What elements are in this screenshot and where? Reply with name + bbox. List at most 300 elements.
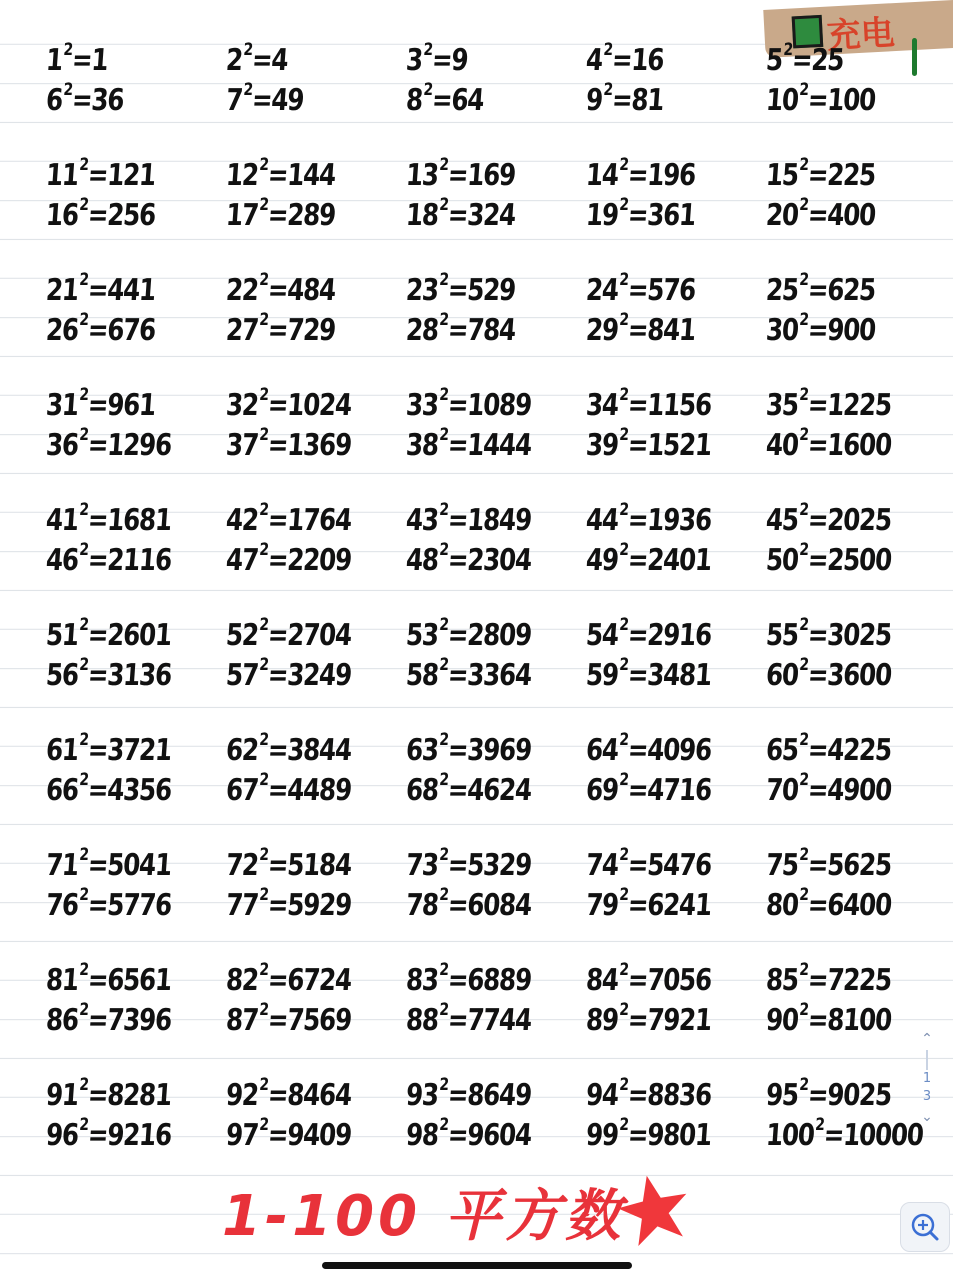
square-value: 9 — [450, 42, 469, 78]
square-value: 6084 — [466, 887, 533, 923]
square-exponent: 2 — [258, 499, 269, 520]
square-entry — [747, 1074, 897, 1113]
square-exponent: 2 — [78, 729, 89, 750]
square-base: 78 — [404, 887, 440, 923]
equals-sign: = — [430, 82, 453, 118]
square-base: 48 — [404, 542, 440, 578]
square-value: 729 — [286, 312, 337, 348]
equals-sign: = — [446, 1077, 469, 1113]
square-base: 28 — [404, 312, 440, 348]
square-exponent: 2 — [618, 654, 629, 675]
square-entry — [207, 194, 357, 233]
square-exponent: 2 — [438, 154, 449, 175]
square-base: 59 — [584, 657, 620, 693]
square-value: 576 — [646, 272, 697, 308]
chevron-up-icon[interactable]: ⌃ — [921, 1031, 933, 1047]
square-base: 83 — [404, 962, 440, 998]
square-exponent: 2 — [618, 959, 629, 980]
square-exponent: 2 — [78, 539, 89, 560]
square-base: 77 — [224, 887, 260, 923]
square-base: 91 — [44, 1077, 80, 1113]
square-value: 784 — [466, 312, 517, 348]
square-base: 35 — [764, 387, 800, 423]
square-entry — [387, 959, 537, 998]
equals-sign: = — [790, 42, 813, 78]
square-base: 30 — [764, 312, 800, 348]
square-exponent: 2 — [798, 269, 809, 290]
square-exponent: 2 — [798, 154, 809, 175]
square-value: 6561 — [106, 962, 173, 998]
equals-sign: = — [446, 732, 469, 768]
square-exponent: 2 — [258, 654, 269, 675]
square-entry — [747, 1114, 924, 1153]
square-entry — [387, 999, 537, 1038]
square-exponent: 2 — [78, 194, 89, 215]
square-base: 67 — [224, 772, 260, 808]
equals-sign: = — [446, 272, 469, 308]
equals-sign: = — [86, 197, 109, 233]
square-entry — [27, 654, 177, 693]
square-base: 86 — [44, 1002, 80, 1038]
square-entry — [567, 499, 717, 538]
equals-sign: = — [626, 1117, 649, 1153]
square-exponent: 2 — [798, 729, 809, 750]
square-value: 36 — [90, 82, 125, 118]
square-entry — [747, 844, 897, 883]
square-entry — [747, 309, 897, 348]
zoom-in-button[interactable] — [900, 1202, 950, 1252]
square-value: 3025 — [826, 617, 893, 653]
square-entry — [747, 269, 897, 308]
square-base: 17 — [224, 197, 260, 233]
equals-sign: = — [446, 157, 469, 193]
square-exponent: 2 — [618, 769, 629, 790]
square-base: 87 — [224, 1002, 260, 1038]
square-entry — [207, 959, 357, 998]
equals-sign: = — [86, 542, 109, 578]
square-value: 2116 — [106, 542, 173, 578]
square-base: 96 — [44, 1117, 80, 1153]
square-value: 1600 — [826, 427, 893, 463]
square-exponent: 2 — [422, 79, 433, 100]
equals-sign: = — [446, 1002, 469, 1038]
square-row — [28, 540, 950, 580]
square-entry — [567, 539, 717, 578]
square-base: 56 — [44, 657, 80, 693]
equals-sign: = — [626, 732, 649, 768]
square-base: 11 — [44, 157, 80, 193]
square-exponent: 2 — [258, 769, 269, 790]
square-base: 10 — [764, 82, 800, 118]
square-base: 71 — [44, 847, 80, 883]
square-value: 3481 — [646, 657, 713, 693]
square-value: 2601 — [106, 617, 173, 653]
square-exponent: 2 — [798, 424, 809, 445]
square-exponent: 2 — [258, 309, 269, 330]
square-base: 8 — [404, 82, 424, 118]
square-value: 324 — [466, 197, 517, 233]
square-value: 1444 — [466, 427, 533, 463]
square-exponent: 2 — [258, 424, 269, 445]
square-value: 4900 — [826, 772, 893, 808]
square-base: 68 — [404, 772, 440, 808]
square-entry — [747, 424, 897, 463]
equals-sign: = — [266, 657, 289, 693]
square-base: 44 — [584, 502, 620, 538]
square-entry — [747, 654, 897, 693]
equals-sign: = — [446, 772, 469, 808]
equals-sign: = — [430, 42, 453, 78]
square-exponent: 2 — [258, 999, 269, 1020]
equals-sign: = — [86, 962, 109, 998]
square-exponent: 2 — [78, 154, 89, 175]
square-base: 45 — [764, 502, 800, 538]
square-exponent: 2 — [618, 539, 629, 560]
square-block — [28, 960, 950, 1075]
square-row — [28, 40, 950, 80]
equals-sign: = — [806, 962, 829, 998]
star-icon — [616, 1172, 692, 1248]
equals-sign: = — [86, 427, 109, 463]
square-entry — [387, 39, 537, 78]
square-value: 1521 — [646, 427, 713, 463]
square-exponent: 2 — [618, 309, 629, 330]
chevron-down-icon[interactable]: ⌄ — [921, 1109, 933, 1125]
square-base: 61 — [44, 732, 80, 768]
square-base: 33 — [404, 387, 440, 423]
equals-sign: = — [86, 1077, 109, 1113]
square-block — [28, 500, 950, 615]
square-entry — [567, 154, 717, 193]
square-value: 1764 — [286, 502, 353, 538]
equals-sign: = — [446, 617, 469, 653]
square-entry — [27, 194, 177, 233]
square-entry — [27, 499, 177, 538]
square-exponent: 2 — [618, 614, 629, 635]
square-exponent: 2 — [438, 614, 449, 635]
square-base: 95 — [764, 1077, 800, 1113]
square-value: 5041 — [106, 847, 173, 883]
square-entry — [27, 384, 177, 423]
square-exponent: 2 — [798, 309, 809, 330]
square-exponent: 2 — [618, 499, 629, 520]
square-value: 2401 — [646, 542, 713, 578]
square-base: 4 — [584, 42, 604, 78]
square-base: 98 — [404, 1117, 440, 1153]
equals-sign: = — [446, 502, 469, 538]
square-row — [28, 655, 950, 695]
squares-table — [28, 40, 950, 1190]
square-exponent: 2 — [798, 499, 809, 520]
square-value: 441 — [106, 272, 157, 308]
square-base: 37 — [224, 427, 260, 463]
square-exponent: 2 — [798, 884, 809, 905]
square-entry — [207, 269, 357, 308]
square-base: 27 — [224, 312, 260, 348]
square-entry — [387, 309, 537, 348]
square-value: 4716 — [646, 772, 713, 808]
square-exponent: 2 — [78, 499, 89, 520]
square-entry — [387, 79, 537, 118]
square-entry — [747, 729, 897, 768]
square-block — [28, 40, 950, 155]
square-base: 50 — [764, 542, 800, 578]
square-value: 25 — [810, 42, 845, 78]
page-total: 3 — [922, 1089, 932, 1104]
square-value: 9216 — [106, 1117, 173, 1153]
square-entry — [207, 384, 357, 423]
square-base: 32 — [224, 387, 260, 423]
equals-sign: = — [806, 502, 829, 538]
square-exponent: 2 — [438, 309, 449, 330]
home-indicator[interactable] — [322, 1262, 632, 1269]
square-entry — [747, 614, 897, 653]
square-base: 72 — [224, 847, 260, 883]
equals-sign: = — [70, 42, 93, 78]
equals-sign: = — [446, 542, 469, 578]
square-value: 6889 — [466, 962, 533, 998]
square-entry — [27, 884, 177, 923]
square-row — [28, 270, 950, 310]
square-base: 85 — [764, 962, 800, 998]
square-entry — [387, 844, 537, 883]
square-entry — [27, 729, 177, 768]
equals-sign: = — [626, 887, 649, 923]
square-value: 6400 — [826, 887, 893, 923]
square-row — [28, 80, 950, 120]
square-value: 4356 — [106, 772, 173, 808]
square-value: 961 — [106, 387, 157, 423]
square-row — [28, 1115, 950, 1155]
square-entry — [207, 539, 357, 578]
square-value: 6241 — [646, 887, 713, 923]
square-base: 21 — [44, 272, 80, 308]
square-exponent: 2 — [438, 1074, 449, 1095]
square-entry — [567, 999, 717, 1038]
square-value: 2304 — [466, 542, 533, 578]
square-value: 5776 — [106, 887, 173, 923]
square-entry — [387, 194, 537, 233]
square-entry — [207, 729, 357, 768]
square-value: 3249 — [286, 657, 353, 693]
square-exponent: 2 — [798, 614, 809, 635]
equals-sign: = — [806, 657, 829, 693]
square-value: 7225 — [826, 962, 893, 998]
square-base: 47 — [224, 542, 260, 578]
square-entry — [387, 384, 537, 423]
square-entry — [207, 844, 357, 883]
equals-sign: = — [266, 387, 289, 423]
sticker-text: 充电 — [825, 13, 896, 57]
square-entry — [567, 424, 717, 463]
square-exponent: 2 — [798, 539, 809, 560]
equals-sign: = — [266, 427, 289, 463]
square-exponent: 2 — [78, 959, 89, 980]
square-base: 18 — [404, 197, 440, 233]
equals-sign: = — [86, 387, 109, 423]
square-row — [28, 310, 950, 350]
square-exponent: 2 — [618, 884, 629, 905]
square-base: 5 — [764, 42, 784, 78]
square-entry — [567, 844, 717, 883]
square-row — [28, 500, 950, 540]
square-base: 97 — [224, 1117, 260, 1153]
page-current: 1 — [922, 1071, 932, 1086]
square-value: 900 — [826, 312, 877, 348]
equals-sign: = — [626, 1077, 649, 1113]
square-base: 89 — [584, 1002, 620, 1038]
equals-sign: = — [626, 272, 649, 308]
square-exponent: 2 — [438, 884, 449, 905]
square-exponent: 2 — [798, 654, 809, 675]
square-exponent: 2 — [798, 194, 809, 215]
square-base: 65 — [764, 732, 800, 768]
square-base: 38 — [404, 427, 440, 463]
square-entry — [567, 614, 717, 653]
square-value: 8464 — [286, 1077, 353, 1113]
square-base: 75 — [764, 847, 800, 883]
square-base: 40 — [764, 427, 800, 463]
square-entry — [747, 194, 897, 233]
square-base: 73 — [404, 847, 440, 883]
equals-sign: = — [806, 732, 829, 768]
equals-sign: = — [446, 657, 469, 693]
square-exponent: 2 — [258, 844, 269, 865]
square-base: 92 — [224, 1077, 260, 1113]
square-value: 2209 — [286, 542, 353, 578]
square-exponent: 2 — [618, 424, 629, 445]
square-value: 3364 — [466, 657, 533, 693]
square-exponent: 2 — [242, 39, 253, 60]
square-exponent: 2 — [618, 154, 629, 175]
square-exponent: 2 — [618, 269, 629, 290]
equals-sign: = — [626, 197, 649, 233]
equals-sign: = — [266, 1117, 289, 1153]
square-exponent: 2 — [258, 729, 269, 750]
square-base: 93 — [404, 1077, 440, 1113]
square-value: 361 — [646, 197, 697, 233]
square-value: 1156 — [646, 387, 713, 423]
square-exponent: 2 — [798, 79, 809, 100]
square-entry — [747, 154, 897, 193]
equals-sign: = — [70, 82, 93, 118]
square-base: 81 — [44, 962, 80, 998]
square-entry — [747, 884, 897, 923]
equals-sign: = — [626, 502, 649, 538]
equals-sign: = — [250, 42, 273, 78]
square-row — [28, 425, 950, 465]
square-base: 63 — [404, 732, 440, 768]
square-base: 6 — [44, 82, 64, 118]
equals-sign: = — [626, 542, 649, 578]
square-entry — [567, 959, 717, 998]
square-base: 34 — [584, 387, 620, 423]
square-block — [28, 385, 950, 500]
square-entry — [387, 1074, 537, 1113]
square-base: 64 — [584, 732, 620, 768]
square-value: 121 — [106, 157, 157, 193]
square-exponent: 2 — [242, 79, 253, 100]
square-entry — [387, 539, 537, 578]
square-value: 225 — [826, 157, 877, 193]
equals-sign: = — [806, 847, 829, 883]
square-entry — [387, 499, 537, 538]
square-entry — [207, 769, 357, 808]
square-entry — [207, 614, 357, 653]
square-exponent: 2 — [258, 884, 269, 905]
square-entry — [567, 729, 717, 768]
square-value: 3600 — [826, 657, 893, 693]
square-row — [28, 195, 950, 235]
square-entry — [747, 499, 897, 538]
page-title: 1-100 平方数 — [222, 1184, 625, 1249]
square-base: 12 — [224, 157, 260, 193]
square-row — [28, 1075, 950, 1115]
square-base: 20 — [764, 197, 800, 233]
square-entry — [207, 424, 357, 463]
square-exponent: 2 — [78, 269, 89, 290]
square-exponent: 2 — [618, 729, 629, 750]
square-entry — [207, 79, 357, 118]
square-value: 484 — [286, 272, 337, 308]
square-entry — [387, 424, 537, 463]
square-base: 79 — [584, 887, 620, 923]
equals-sign: = — [86, 1117, 109, 1153]
square-base: 58 — [404, 657, 440, 693]
square-value: 1936 — [646, 502, 713, 538]
square-entry — [387, 769, 537, 808]
square-base: 26 — [44, 312, 80, 348]
square-exponent: 2 — [782, 39, 793, 60]
square-entry — [387, 1114, 537, 1153]
square-entry — [567, 309, 717, 348]
square-exponent: 2 — [618, 1114, 629, 1135]
square-exponent: 2 — [798, 384, 809, 405]
equals-sign: = — [266, 887, 289, 923]
square-exponent: 2 — [438, 959, 449, 980]
equals-sign: = — [86, 847, 109, 883]
square-value: 1369 — [286, 427, 353, 463]
equals-sign: = — [610, 82, 633, 118]
square-value: 4096 — [646, 732, 713, 768]
equals-sign: = — [266, 772, 289, 808]
square-base: 84 — [584, 962, 620, 998]
equals-sign: = — [266, 272, 289, 308]
square-base: 100 — [764, 1117, 815, 1153]
square-base: 76 — [44, 887, 80, 923]
square-base: 52 — [224, 617, 260, 653]
square-exponent: 2 — [438, 194, 449, 215]
square-base: 55 — [764, 617, 800, 653]
equals-sign: = — [626, 657, 649, 693]
equals-sign: = — [806, 82, 829, 118]
equals-sign: = — [266, 1002, 289, 1038]
equals-sign: = — [86, 157, 109, 193]
square-entry — [207, 499, 357, 538]
square-base: 53 — [404, 617, 440, 653]
square-exponent: 2 — [78, 384, 89, 405]
square-entry — [567, 654, 717, 693]
square-exponent: 2 — [438, 269, 449, 290]
equals-sign: = — [250, 82, 273, 118]
square-value: 169 — [466, 157, 517, 193]
square-base: 24 — [584, 272, 620, 308]
square-value: 9409 — [286, 1117, 353, 1153]
square-exponent: 2 — [78, 884, 89, 905]
square-entry — [27, 1074, 177, 1113]
square-exponent: 2 — [438, 654, 449, 675]
square-base: 51 — [44, 617, 80, 653]
